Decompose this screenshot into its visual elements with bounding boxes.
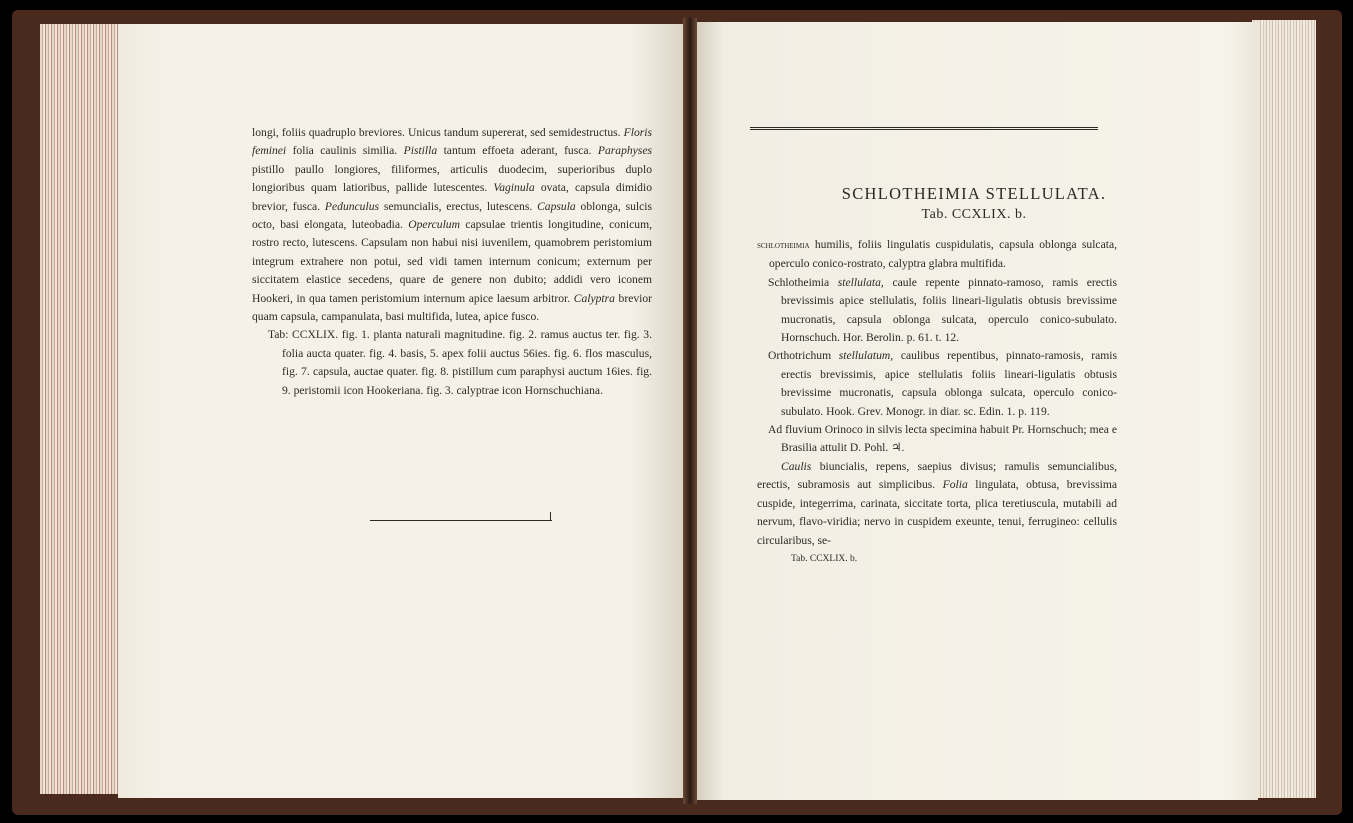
page-edges-right xyxy=(1252,20,1316,798)
left-divider xyxy=(370,520,552,521)
top-rule-inner xyxy=(750,129,1098,130)
synonym-orthotrichum: Orthotrichum stellulatum, caulibus repentibus, pinnato-ramosis, ramis erectis brevissimis, apice stellulatis foliis lineari-ligulatis obtusis brevissime mucronatis, capsula oblonga sulcata, operculo conico-subulato. Hook. Grev. Monogr. in diar. sc. Edin. 1. p. 119. xyxy=(768,349,1117,418)
left-description: longi, foliis quadruplo breviores. Unicus tandum supererat, sed semidestructus. Floris feminei folia caulinis similia. Pistilla tantum effoeta aderant, fusca. Paraphyses pistillo paullo longiores, filiformes, articulis duodecim, superioribus duplo longioribus quam latioribus, pallide lutescentes. Vaginula ovata, capsula dimidio brevior, fusca. Pedunculus semuncialis, erectus, lutescens. Capsula oblonga, sulcis octo, basi elongata, luteobadia. Operculum capsulae trientis longitudine, conicum, rostro recto, lutescens. Capsulam non habui nisi iuvenilem, quamobrem peristomium integrum extrahere non potui, sed vidi tamen internum conicum; externum per siccitatem elastice secedens, quare de genere non dubito; addidi vero iconem Hookeri, in qua tamen peristomium internum apice laesum arbitror. Calyptra brevior quam capsula, campanulata, basi multifida, lutea, apice fusco. xyxy=(252,126,653,324)
book-gutter xyxy=(683,18,697,804)
page-edges-left xyxy=(40,24,122,794)
species-title: SCHLOTHEIMIA STELLULATA. xyxy=(841,184,1107,203)
left-page-text xyxy=(252,124,652,400)
plate-reference: Tab. CCXLIX. b. xyxy=(921,207,1027,222)
habitat: Ad fluvium Orinoco in silvis lecta specimina habuit Pr. Hornschuch; mea e Brasilia attulit D. Pohl. ♃. xyxy=(768,423,1117,455)
top-rule xyxy=(750,127,1098,128)
synonym-schlotheimia: Schlotheimia stellulata, caule repente pinnato-ramoso, ramis erectis brevissimis apice stellulatis, foliis lineari-ligulatis obtusis brevissime mucronatis, capsula oblonga sulcata, operculo conico-subulato. Hornschuch. Hor. Berolin. p. 61. t. 12. xyxy=(768,275,1118,345)
tab-caption: Tab: CCXLIX. fig. 1. planta naturali magnitudine. fig. 2. ramus auctus ter. fig. 3. folia aucta quater. fig. 4. basis, 5. apex folii auctus 56ies. fig. 6. flos masculus, fig. 7. capsula, auctae quater. fig. 8. pistillum cum paraphysi auctum 16ies. fig. 9. peristomii icon Hookeriana. fig. 3. calyptrae icon Hornschuchiana. xyxy=(268,328,652,397)
right-page-text xyxy=(757,236,1117,568)
signature-mark: Tab. CCXLIX. b. xyxy=(791,553,858,564)
left-divider-mark xyxy=(550,512,551,521)
description: Caulis biuncialis, repens, saepius divisus; ramulis semuncialibus, erectis, subramosis aut simplicibus. Folia lingulata, obtusa, brevissima cuspide, integerrima, carinata, siccitate torta, plica teretiuscula, mutabili ad nervum, flavo-viridia; nervo in cuspidem exeunte, tenui, ferrugineo: cellulis circularibus, se- xyxy=(757,459,1117,547)
diagnosis: schlotheimia humilis, foliis lingulatis cuspidulatis, capsula oblonga sulcata, operculo conico-rostrato, calyptra glabra multifida. xyxy=(757,238,1117,271)
